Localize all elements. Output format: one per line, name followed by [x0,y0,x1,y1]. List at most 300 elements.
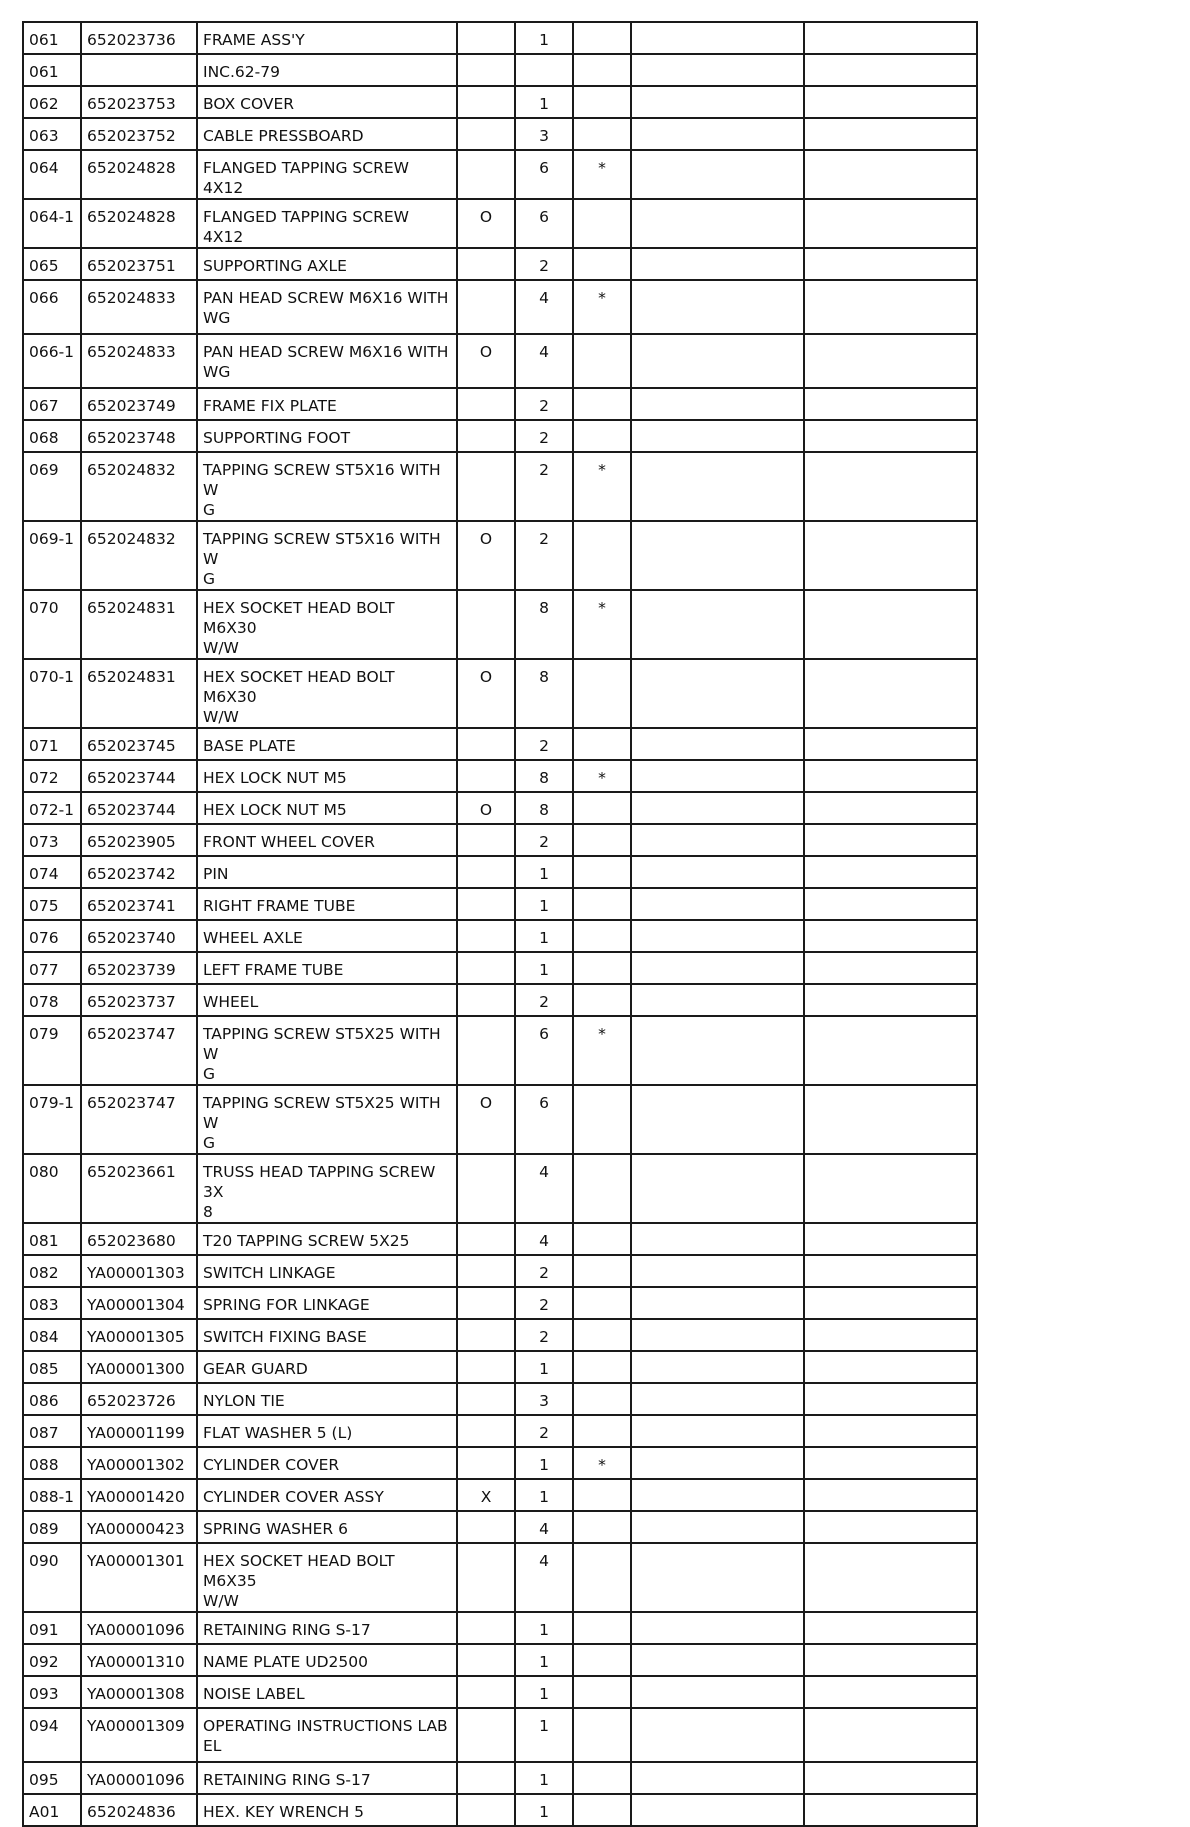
mark-cell: * [573,150,631,199]
blank-cell [804,280,977,334]
mark-cell [573,54,631,86]
blank-cell [631,388,804,420]
quantity-cell: 2 [515,984,573,1016]
table-row [23,1543,977,1612]
blank-cell [631,1383,804,1415]
description-cell: T20 TAPPING SCREW 5X25 [197,1223,457,1255]
blank-cell [804,22,977,54]
table-row [23,952,977,984]
blank-cell [804,1255,977,1287]
mark-cell [573,1383,631,1415]
table-row [23,1223,977,1255]
blank-cell [631,1223,804,1255]
quantity-cell: 2 [515,388,573,420]
description-cell: SUPPORTING FOOT [197,420,457,452]
blank-cell [631,888,804,920]
description-cell: HEX. KEY WRENCH 5 [197,1794,457,1826]
part-number-cell: YA00001305 [81,1319,197,1351]
item-number-cell: 087 [23,1415,81,1447]
flag-cell [457,1016,515,1085]
quantity-cell: 4 [515,1511,573,1543]
flag-cell [457,118,515,150]
item-number-cell: 081 [23,1223,81,1255]
part-number-cell [81,54,197,86]
blank-cell [804,150,977,199]
mark-cell [573,388,631,420]
flag-cell [457,1543,515,1612]
table-row [23,521,977,590]
mark-cell [573,1676,631,1708]
flag-cell [457,1415,515,1447]
blank-cell [631,199,804,248]
table-row [23,54,977,86]
parts-table-body [23,22,977,1826]
part-number-cell: 652023737 [81,984,197,1016]
blank-cell [631,1415,804,1447]
quantity-cell: 1 [515,1708,573,1762]
blank-cell [804,824,977,856]
blank-cell [631,248,804,280]
flag-cell [457,280,515,334]
table-row [23,1085,977,1154]
flag-cell [457,728,515,760]
item-number-cell: 083 [23,1287,81,1319]
mark-cell [573,728,631,760]
blank-cell [631,1351,804,1383]
table-row [23,86,977,118]
blank-cell [804,856,977,888]
blank-cell [631,118,804,150]
quantity-cell: 1 [515,952,573,984]
parts-table [22,21,978,1827]
flag-cell [457,150,515,199]
blank-cell [804,1447,977,1479]
table-row [23,1479,977,1511]
item-number-cell: 073 [23,824,81,856]
blank-cell [804,199,977,248]
quantity-cell: 4 [515,334,573,388]
blank-cell [631,1479,804,1511]
item-number-cell: 061 [23,54,81,86]
part-number-cell: 652023742 [81,856,197,888]
table-row [23,1762,977,1794]
table-row [23,659,977,728]
item-number-cell: 067 [23,388,81,420]
blank-cell [804,1762,977,1794]
description-cell: HEX SOCKET HEAD BOLT M6X30 W/W [197,590,457,659]
quantity-cell: 1 [515,86,573,118]
blank-cell [631,280,804,334]
item-number-cell: 090 [23,1543,81,1612]
flag-cell [457,388,515,420]
table-row [23,150,977,199]
quantity-cell: 2 [515,824,573,856]
table-row [23,420,977,452]
blank-cell [804,248,977,280]
blank-cell [804,590,977,659]
blank-cell [804,86,977,118]
mark-cell [573,1415,631,1447]
blank-cell [631,984,804,1016]
part-number-cell: YA00001199 [81,1415,197,1447]
flag-cell [457,1676,515,1708]
flag-cell [457,1447,515,1479]
table-row [23,22,977,54]
blank-cell [804,920,977,952]
mark-cell [573,1543,631,1612]
description-cell: INC.62-79 [197,54,457,86]
description-cell: TAPPING SCREW ST5X16 WITH W G [197,521,457,590]
mark-cell [573,86,631,118]
blank-cell [804,54,977,86]
part-number-cell: 652023744 [81,792,197,824]
mark-cell [573,984,631,1016]
item-number-cell: 071 [23,728,81,760]
blank-cell [804,521,977,590]
blank-cell [804,659,977,728]
item-number-cell: 076 [23,920,81,952]
quantity-cell: 4 [515,1154,573,1223]
description-cell: HEX SOCKET HEAD BOLT M6X30 W/W [197,659,457,728]
description-cell: SPRING FOR LINKAGE [197,1287,457,1319]
item-number-cell: 072-1 [23,792,81,824]
description-cell: RIGHT FRAME TUBE [197,888,457,920]
description-cell: HEX LOCK NUT M5 [197,760,457,792]
flag-cell [457,248,515,280]
flag-cell [457,824,515,856]
description-cell: WHEEL [197,984,457,1016]
part-number-cell: 652023744 [81,760,197,792]
quantity-cell: 8 [515,792,573,824]
part-number-cell: 652023747 [81,1016,197,1085]
part-number-cell: YA00000423 [81,1511,197,1543]
blank-cell [631,856,804,888]
quantity-cell: 2 [515,1255,573,1287]
quantity-cell: 2 [515,521,573,590]
part-number-cell: YA00001300 [81,1351,197,1383]
table-row [23,824,977,856]
blank-cell [631,1255,804,1287]
table-row [23,1287,977,1319]
table-row [23,1676,977,1708]
flag-cell [457,888,515,920]
item-number-cell: 086 [23,1383,81,1415]
item-number-cell: 066-1 [23,334,81,388]
flag-cell [457,86,515,118]
flag-cell [457,22,515,54]
mark-cell [573,1479,631,1511]
part-number-cell: 652023741 [81,888,197,920]
mark-cell [573,1762,631,1794]
table-row [23,1255,977,1287]
blank-cell [804,952,977,984]
blank-cell [804,1708,977,1762]
blank-cell [804,420,977,452]
table-row [23,1351,977,1383]
description-cell: TAPPING SCREW ST5X25 WITH W G [197,1085,457,1154]
table-row [23,1383,977,1415]
flag-cell [457,1287,515,1319]
mark-cell: * [573,1447,631,1479]
quantity-cell: 3 [515,1383,573,1415]
mark-cell: * [573,590,631,659]
quantity-cell: 2 [515,420,573,452]
blank-cell [631,334,804,388]
part-number-cell: 652023736 [81,22,197,54]
quantity-cell: 1 [515,1644,573,1676]
table-row [23,280,977,334]
quantity-cell: 1 [515,1479,573,1511]
description-cell: FLANGED TAPPING SCREW 4X12 [197,150,457,199]
flag-cell [457,420,515,452]
blank-cell [804,1676,977,1708]
quantity-cell: 8 [515,590,573,659]
flag-cell [457,856,515,888]
description-cell: OPERATING INSTRUCTIONS LAB EL [197,1708,457,1762]
blank-cell [631,521,804,590]
part-number-cell: 652023753 [81,86,197,118]
item-number-cell: 089 [23,1511,81,1543]
blank-cell [804,1351,977,1383]
blank-cell [631,1319,804,1351]
mark-cell [573,1612,631,1644]
item-number-cell: 066 [23,280,81,334]
part-number-cell: 652024828 [81,150,197,199]
description-cell: FRAME FIX PLATE [197,388,457,420]
table-row [23,199,977,248]
quantity-cell: 1 [515,1447,573,1479]
flag-cell [457,1255,515,1287]
flag-cell [457,1762,515,1794]
flag-cell: O [457,334,515,388]
part-number-cell: YA00001420 [81,1479,197,1511]
blank-cell [631,86,804,118]
mark-cell [573,334,631,388]
blank-cell [804,888,977,920]
blank-cell [631,824,804,856]
item-number-cell: 092 [23,1644,81,1676]
description-cell: NOISE LABEL [197,1676,457,1708]
blank-cell [804,1479,977,1511]
part-number-cell: YA00001303 [81,1255,197,1287]
part-number-cell: YA00001304 [81,1287,197,1319]
mark-cell [573,952,631,984]
item-number-cell: 077 [23,952,81,984]
flag-cell [457,1223,515,1255]
quantity-cell: 2 [515,1319,573,1351]
item-number-cell: 091 [23,1612,81,1644]
table-row [23,728,977,760]
mark-cell [573,824,631,856]
part-number-cell: YA00001096 [81,1762,197,1794]
mark-cell [573,856,631,888]
item-number-cell: 070 [23,590,81,659]
table-row [23,1708,977,1762]
flag-cell [457,1794,515,1826]
description-cell: WHEEL AXLE [197,920,457,952]
flag-cell [457,1644,515,1676]
part-number-cell: 652023739 [81,952,197,984]
description-cell: SPRING WASHER 6 [197,1511,457,1543]
blank-cell [631,22,804,54]
description-cell: CYLINDER COVER [197,1447,457,1479]
mark-cell [573,920,631,952]
quantity-cell: 6 [515,1085,573,1154]
blank-cell [631,760,804,792]
blank-cell [804,1287,977,1319]
quantity-cell: 1 [515,1612,573,1644]
mark-cell [573,1154,631,1223]
blank-cell [631,920,804,952]
item-number-cell: 074 [23,856,81,888]
flag-cell: O [457,1085,515,1154]
description-cell: BOX COVER [197,86,457,118]
mark-cell [573,1255,631,1287]
part-number-cell: 652024832 [81,521,197,590]
item-number-cell: 064-1 [23,199,81,248]
flag-cell [457,590,515,659]
mark-cell: * [573,280,631,334]
item-number-cell: 088-1 [23,1479,81,1511]
item-number-cell: 069-1 [23,521,81,590]
flag-cell [457,984,515,1016]
item-number-cell: 070-1 [23,659,81,728]
quantity-cell: 2 [515,1287,573,1319]
description-cell: CYLINDER COVER ASSY [197,1479,457,1511]
item-number-cell: 079-1 [23,1085,81,1154]
blank-cell [631,1644,804,1676]
table-row [23,452,977,521]
quantity-cell: 2 [515,1415,573,1447]
mark-cell [573,248,631,280]
mark-cell: * [573,760,631,792]
mark-cell [573,1644,631,1676]
item-number-cell: 061 [23,22,81,54]
part-number-cell: 652023680 [81,1223,197,1255]
description-cell: PIN [197,856,457,888]
part-number-cell: 652024831 [81,659,197,728]
item-number-cell: A01 [23,1794,81,1826]
description-cell: HEX LOCK NUT M5 [197,792,457,824]
flag-cell [457,1319,515,1351]
flag-cell [457,760,515,792]
mark-cell [573,521,631,590]
blank-cell [804,1223,977,1255]
blank-cell [804,1511,977,1543]
part-number-cell: YA00001310 [81,1644,197,1676]
item-number-cell: 064 [23,150,81,199]
blank-cell [631,1511,804,1543]
part-number-cell: 652023740 [81,920,197,952]
flag-cell [457,952,515,984]
quantity-cell: 1 [515,888,573,920]
flag-cell: O [457,199,515,248]
item-number-cell: 095 [23,1762,81,1794]
blank-cell [631,1708,804,1762]
mark-cell [573,1794,631,1826]
description-cell: PAN HEAD SCREW M6X16 WITH WG [197,280,457,334]
blank-cell [631,1154,804,1223]
part-number-cell: YA00001301 [81,1543,197,1612]
part-number-cell: 652023661 [81,1154,197,1223]
item-number-cell: 069 [23,452,81,521]
flag-cell [457,1612,515,1644]
item-number-cell: 065 [23,248,81,280]
table-row [23,1612,977,1644]
quantity-cell: 1 [515,1351,573,1383]
blank-cell [631,1762,804,1794]
mark-cell [573,888,631,920]
mark-cell [573,1511,631,1543]
part-number-cell: 652024828 [81,199,197,248]
table-row [23,1319,977,1351]
table-row [23,1511,977,1543]
blank-cell [804,984,977,1016]
item-number-cell: 063 [23,118,81,150]
item-number-cell: 075 [23,888,81,920]
blank-cell [631,54,804,86]
part-number-cell: 652023745 [81,728,197,760]
table-row [23,1447,977,1479]
blank-cell [804,1612,977,1644]
item-number-cell: 094 [23,1708,81,1762]
mark-cell [573,420,631,452]
blank-cell [631,1085,804,1154]
mark-cell: * [573,452,631,521]
blank-cell [631,1543,804,1612]
blank-cell [631,728,804,760]
table-row [23,334,977,388]
mark-cell: * [573,1016,631,1085]
mark-cell [573,1223,631,1255]
part-number-cell: 652023752 [81,118,197,150]
part-number-cell: 652023748 [81,420,197,452]
blank-cell [631,792,804,824]
quantity-cell: 2 [515,248,573,280]
part-number-cell: YA00001309 [81,1708,197,1762]
description-cell: FRAME ASS'Y [197,22,457,54]
description-cell: NYLON TIE [197,1383,457,1415]
description-cell: RETAINING RING S-17 [197,1762,457,1794]
blank-cell [804,1154,977,1223]
flag-cell [457,920,515,952]
quantity-cell: 6 [515,199,573,248]
flag-cell [457,1154,515,1223]
description-cell: TAPPING SCREW ST5X16 WITH W G [197,452,457,521]
mark-cell [573,659,631,728]
table-row [23,1154,977,1223]
flag-cell: O [457,659,515,728]
mark-cell [573,1708,631,1762]
description-cell: SWITCH FIXING BASE [197,1319,457,1351]
item-number-cell: 079 [23,1016,81,1085]
quantity-cell: 1 [515,1762,573,1794]
blank-cell [804,334,977,388]
table-row [23,760,977,792]
table-row [23,248,977,280]
flag-cell [457,1708,515,1762]
blank-cell [631,590,804,659]
description-cell: FLAT WASHER 5 (L) [197,1415,457,1447]
blank-cell [804,760,977,792]
item-number-cell: 078 [23,984,81,1016]
flag-cell: X [457,1479,515,1511]
flag-cell [457,452,515,521]
flag-cell: O [457,521,515,590]
item-number-cell: 072 [23,760,81,792]
part-number-cell: 652024832 [81,452,197,521]
part-number-cell: YA00001308 [81,1676,197,1708]
